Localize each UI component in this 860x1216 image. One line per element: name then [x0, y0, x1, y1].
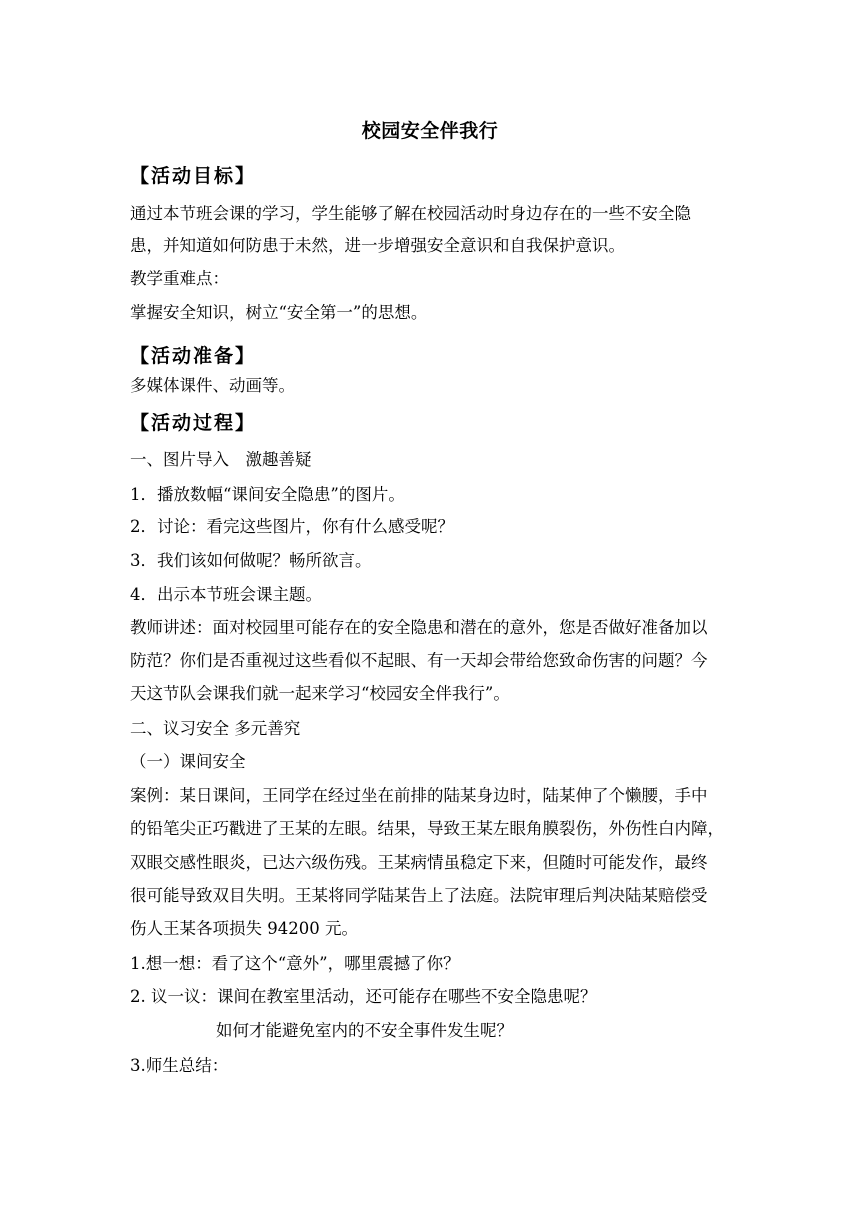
- goal-line-1: 通过本节班会课的学习，学生能够了解在校园活动时身边存在的一些不安全隐: [130, 204, 691, 223]
- process-line: 2．讨论：看完这些图片，你有什么感受呢？: [130, 517, 454, 536]
- goal-heading: 【活动目标】: [130, 165, 257, 187]
- process-line: 3．我们该如何做呢？畅所欲言。: [130, 551, 372, 570]
- prep-heading: 【活动准备】: [130, 345, 257, 367]
- process-line: 一、图片导入 激趣善疑: [130, 450, 312, 469]
- key-point-text: 掌握安全知识，树立“安全第一”的思想。: [130, 303, 428, 322]
- final-line: 3.师生总结：: [130, 1056, 229, 1075]
- process-heading: 【活动过程】: [130, 412, 257, 434]
- process-line: 天这节队会课我们就一起来学习“校园安全伴我行”。: [130, 684, 510, 703]
- process-line: 4．出示本节班会课主题。: [130, 585, 322, 604]
- process-line: 的铅笔尖正巧戳进了王某的左眼。结果，导致王某左眼角膜裂伤，外伤性白内障，: [130, 819, 724, 838]
- process-line: （一）课间安全: [130, 752, 246, 771]
- process-line: 2. 议一议：课间在教室里活动，还可能存在哪些不安全隐患呢？: [130, 987, 597, 1006]
- key-point-label: 教学重难点：: [130, 269, 229, 288]
- process-line: 案例：某日课间，王同学在经过坐在前排的陆某身边时，陆某伸了个懒腰，手中: [130, 786, 708, 805]
- process-line: 二、议习安全 多元善究: [130, 719, 301, 738]
- indented-question: 如何才能避免室内的不安全事件发生呢？: [216, 1021, 513, 1040]
- process-line: 教师讲述：面对校园里可能存在的安全隐患和潜在的意外，您是否做好准备加以: [130, 618, 708, 637]
- process-line: 防范？你们是否重视过这些看似不起眼、有一天却会带给您致命伤害的问题？今: [130, 651, 708, 670]
- goal-line-2: 患，并知道如何防患于未然，进一步增强安全意识和自我保护意识。: [130, 236, 625, 255]
- document-title: 校园安全伴我行: [361, 120, 499, 142]
- process-line: 1.想一想：看了这个“意外”，哪里震撼了你？: [130, 954, 460, 973]
- process-line: 1．播放数幅“课间安全隐患”的图片。: [130, 485, 405, 504]
- process-line: 伤人王某各项损失 94200 元。: [130, 919, 358, 938]
- process-line: 双眼交感性眼炎，已达六级伤残。王某病情虽稳定下来，但随时可能发作，最终: [130, 853, 708, 872]
- process-line: 很可能导致双目失明。王某将同学陆某告上了法庭。法院审理后判决陆某赔偿受: [130, 886, 708, 905]
- prep-text: 多媒体课件、动画等。: [130, 376, 295, 395]
